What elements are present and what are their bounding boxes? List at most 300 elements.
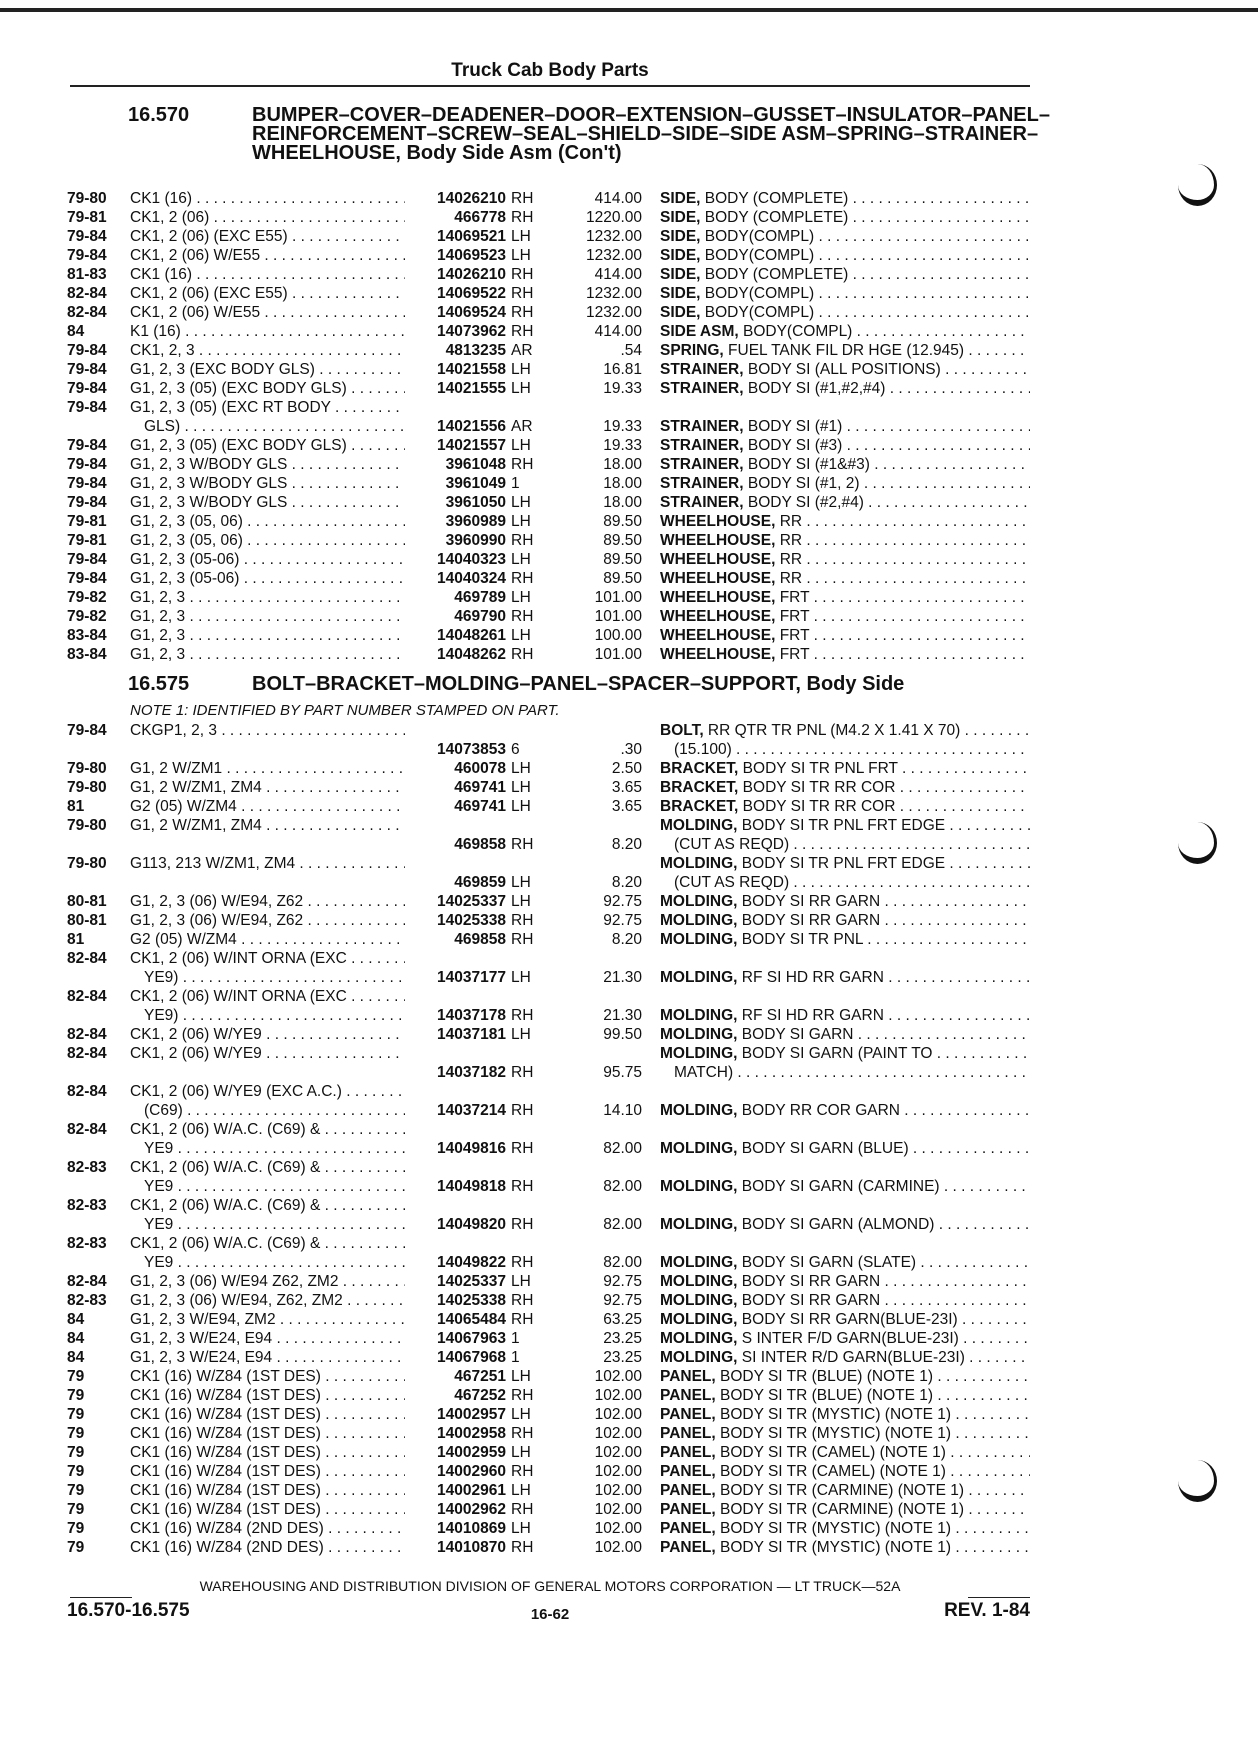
description-line: PANEL, BODY SI TR (BLUE) (NOTE 1) . . . <box>660 1386 1030 1405</box>
table-row <box>0 246 1258 265</box>
model-line: CK1, 2, 3 . . . <box>130 341 405 360</box>
binder-hole-mark <box>1178 822 1217 864</box>
side-quantity: RH <box>511 1254 534 1271</box>
model-line: G1, 2, 3 (05-06) . . . <box>130 550 405 569</box>
side-quantity: LH <box>511 798 531 815</box>
table-row <box>0 854 1258 892</box>
part-name: MOLDING, <box>660 931 738 948</box>
model-line: G1, 2, 3 . . . <box>130 607 405 626</box>
model-years: 79-82 <box>67 608 107 625</box>
table-row <box>0 645 1258 664</box>
part-number: 14069523 <box>437 247 506 264</box>
page-header: Truck Cab Body Parts <box>451 60 649 81</box>
model-line: G2 (05) W/ZM4 . . . <box>130 797 405 816</box>
description-cell <box>660 911 1030 930</box>
model-cell <box>130 1025 405 1044</box>
part-name: PANEL, <box>660 1406 716 1423</box>
table-row <box>0 189 1258 208</box>
part-number: 14069524 <box>437 304 506 321</box>
model-years: 79-81 <box>67 532 107 549</box>
model-line: G2 (05) W/ZM4 . . . <box>130 930 405 949</box>
part-name: STRAINER, <box>660 494 744 511</box>
model-years: 80-81 <box>67 893 107 910</box>
table-row <box>0 721 1258 759</box>
table-row <box>0 1196 1258 1234</box>
footer-section-range: 16.570-16.575 <box>67 1600 190 1621</box>
description-cell <box>660 1291 1030 1310</box>
model-cell <box>130 721 405 740</box>
part-number: 14025337 <box>437 893 506 910</box>
model-cell <box>130 1234 405 1272</box>
model-line: G1, 2 W/ZM1 . . . <box>130 759 405 778</box>
part-name: PANEL, <box>660 1539 716 1556</box>
part-name: WHEELHOUSE, <box>660 532 776 549</box>
list-price: 92.75 <box>603 1273 642 1290</box>
binder-hole-mark <box>1178 1460 1217 1502</box>
list-price: 16.81 <box>603 361 642 378</box>
table-row <box>0 1158 1258 1196</box>
part-number: 14002962 <box>437 1501 506 1518</box>
model-years: 79 <box>67 1387 85 1404</box>
description-line: MOLDING, BODY SI RR GARN . . . <box>660 911 1030 930</box>
model-cell <box>130 797 405 816</box>
model-years: 79-80 <box>67 760 107 777</box>
table-row <box>0 1462 1258 1481</box>
part-name: BRACKET, <box>660 779 739 796</box>
part-name: SIDE, <box>660 209 701 226</box>
model-line: G1, 2, 3 (05) (EXC BODY GLS) . . . <box>130 379 405 398</box>
model-line: CK1, 2 (06) W/A.C. (C69) & . . . <box>130 1158 405 1177</box>
list-price: 92.75 <box>603 893 642 910</box>
table-row <box>0 949 1258 987</box>
model-line: CK1 (16) W/Z84 (1ST DES) . . . <box>130 1500 405 1519</box>
part-number: 3960990 <box>445 532 506 549</box>
table-row <box>0 1500 1258 1519</box>
list-price: 19.33 <box>603 380 642 397</box>
description-line-continued: (15.100) . . . <box>660 740 1030 759</box>
description-line: STRAINER, BODY SI (#1) . . . <box>660 417 1030 436</box>
description-cell <box>660 892 1030 911</box>
model-cell <box>130 284 405 303</box>
model-line-continued: GLS) . . . <box>130 417 405 436</box>
model-line: G1, 2, 3 (05-06) . . . <box>130 569 405 588</box>
model-line-continued: YE9 . . . <box>130 1139 405 1158</box>
description-line: PANEL, BODY SI TR (MYSTIC) (NOTE 1) . . . <box>660 1538 1030 1557</box>
part-name: PANEL, <box>660 1482 716 1499</box>
description-cell <box>660 360 1030 379</box>
side-quantity: LH <box>511 1273 531 1290</box>
part-name: WHEELHOUSE, <box>660 608 776 625</box>
part-number: 14073962 <box>437 323 506 340</box>
part-name: MOLDING, <box>660 1254 738 1271</box>
model-cell <box>130 1462 405 1481</box>
part-number: 14021558 <box>437 361 506 378</box>
description-cell <box>660 607 1030 626</box>
part-number: 469790 <box>454 608 506 625</box>
section-number: 16.570 <box>128 104 190 126</box>
side-quantity: RH <box>511 1007 534 1024</box>
table-row <box>0 303 1258 322</box>
model-line: G1, 2, 3 W/BODY GLS . . . <box>130 474 405 493</box>
description-cell <box>660 930 1030 949</box>
list-price: 18.00 <box>603 475 642 492</box>
description-cell <box>660 1272 1030 1291</box>
side-quantity: RH <box>511 570 534 587</box>
model-years: 84 <box>67 1330 85 1347</box>
part-number: 14037177 <box>437 969 506 986</box>
part-name: STRAINER, <box>660 475 744 492</box>
side-quantity: 1 <box>511 1349 520 1366</box>
description-line-continued: MATCH) . . . <box>660 1063 1030 1082</box>
side-quantity: RH <box>511 1178 534 1195</box>
model-years: 79-84 <box>67 399 107 416</box>
table-row <box>0 626 1258 645</box>
model-cell <box>130 322 405 341</box>
table-row <box>0 1044 1258 1082</box>
description-cell <box>660 455 1030 474</box>
part-number: 14037214 <box>437 1102 506 1119</box>
model-years: 82-83 <box>67 1292 107 1309</box>
description-cell <box>660 436 1030 455</box>
footer-rule <box>70 1597 132 1598</box>
description-cell <box>660 1424 1030 1443</box>
description-line: SIDE, BODY(COMPL) . . . <box>660 284 1030 303</box>
side-quantity: RH <box>511 266 534 283</box>
description-cell <box>660 1310 1030 1329</box>
model-years: 81 <box>67 931 85 948</box>
list-price: 95.75 <box>603 1064 642 1081</box>
model-years: 80-81 <box>67 912 107 929</box>
side-quantity: LH <box>511 874 531 891</box>
description-line: PANEL, BODY SI TR (BLUE) (NOTE 1) . . . <box>660 1367 1030 1386</box>
part-number: 14010870 <box>437 1539 506 1556</box>
table-row <box>0 1481 1258 1500</box>
side-quantity: RH <box>511 1140 534 1157</box>
model-line: G113, 213 W/ZM1, ZM4 . . . <box>130 854 405 873</box>
side-quantity: LH <box>511 779 531 796</box>
part-name: STRAINER, <box>660 418 744 435</box>
part-name: MOLDING, <box>660 1273 738 1290</box>
model-line: G1, 2, 3 (06) W/E94, Z62 . . . <box>130 892 405 911</box>
description-cell <box>660 778 1030 797</box>
list-price: 2.50 <box>611 760 642 777</box>
part-number: 14073853 <box>437 741 506 758</box>
side-quantity: LH <box>511 437 531 454</box>
description-line: WHEELHOUSE, RR . . . <box>660 512 1030 531</box>
description-line: SIDE, BODY (COMPLETE) . . . <box>660 189 1030 208</box>
model-cell <box>130 645 405 664</box>
model-years: 79-84 <box>67 342 107 359</box>
part-number: 469741 <box>454 798 506 815</box>
model-line: CK1, 2 (06) W/YE9 (EXC A.C.) . . . <box>130 1082 405 1101</box>
description-line: MOLDING, BODY RR COR GARN . . . <box>660 1101 1030 1120</box>
model-cell <box>130 341 405 360</box>
model-cell <box>130 208 405 227</box>
table-row <box>0 398 1258 436</box>
list-price: 8.20 <box>611 931 642 948</box>
side-quantity: LH <box>511 1368 531 1385</box>
model-line: G1, 2, 3 . . . <box>130 588 405 607</box>
description-line: MOLDING, BODY SI TR PNL FRT EDGE . . . <box>660 816 1030 835</box>
list-price: 92.75 <box>603 912 642 929</box>
model-line: CK1, 2 (06) W/A.C. (C69) & . . . <box>130 1120 405 1139</box>
table-row <box>0 569 1258 588</box>
part-number: 469858 <box>454 931 506 948</box>
description-line: WHEELHOUSE, FRT . . . <box>660 645 1030 664</box>
model-line: CKGP1, 2, 3 . . . <box>130 721 405 740</box>
part-name: MOLDING, <box>660 817 738 834</box>
list-price: 82.00 <box>603 1254 642 1271</box>
part-number: 14002961 <box>437 1482 506 1499</box>
model-years: 79-84 <box>67 437 107 454</box>
part-number: 14048261 <box>437 627 506 644</box>
description-line: PANEL, BODY SI TR (CAMEL) (NOTE 1) . . . <box>660 1443 1030 1462</box>
table-row <box>0 1405 1258 1424</box>
part-name: PANEL, <box>660 1501 716 1518</box>
description-line: WHEELHOUSE, RR . . . <box>660 569 1030 588</box>
part-name: WHEELHOUSE, <box>660 627 776 644</box>
list-price: 1220.00 <box>585 209 642 226</box>
part-name: SIDE, <box>660 285 701 302</box>
table-row <box>0 341 1258 360</box>
model-line: G1, 2, 3 (EXC BODY GLS) . . . <box>130 360 405 379</box>
model-line: G1, 2, 3 (05) (EXC RT BODY . . . <box>130 398 405 417</box>
description-cell <box>660 759 1030 778</box>
side-quantity: LH <box>511 1406 531 1423</box>
description-line: STRAINER, BODY SI (#1,#2,#4) . . . <box>660 379 1030 398</box>
part-name: MOLDING, <box>660 855 738 872</box>
part-number: 4813235 <box>445 342 506 359</box>
model-line: CK1, 2 (06) (EXC E55) . . . <box>130 284 405 303</box>
part-name: PANEL, <box>660 1463 716 1480</box>
description-cell <box>660 1405 1030 1424</box>
list-price: 414.00 <box>594 323 642 340</box>
list-price: 82.00 <box>603 1216 642 1233</box>
side-quantity: LH <box>511 760 531 777</box>
model-years: 79-84 <box>67 361 107 378</box>
model-cell <box>130 1500 405 1519</box>
model-years: 79-81 <box>67 513 107 530</box>
footer-publisher: WAREHOUSING AND DISTRIBUTION DIVISION OF GENERAL MOTORS CORPORATION — LT TRUCK—52A <box>199 1578 901 1594</box>
list-price: 19.33 <box>603 418 642 435</box>
side-quantity: RH <box>511 190 534 207</box>
model-years: 79 <box>67 1368 85 1385</box>
model-years: 79-80 <box>67 855 107 872</box>
description-line: SIDE, BODY (COMPLETE) . . . <box>660 208 1030 227</box>
description-line: MOLDING, SI INTER R/D GARN(BLUE-23I) . . . <box>660 1348 1030 1367</box>
description-line: SPRING, FUEL TANK FIL DR HGE (12.945) . . . <box>660 341 1030 360</box>
list-price: 1232.00 <box>585 304 642 321</box>
part-number: 14037181 <box>437 1026 506 1043</box>
model-years: 79 <box>67 1406 85 1423</box>
section-number: 16.575 <box>128 673 190 695</box>
list-price: 99.50 <box>603 1026 642 1043</box>
list-price: 102.00 <box>594 1520 642 1537</box>
parts-list <box>0 189 1258 664</box>
model-years: 82-84 <box>67 950 107 967</box>
model-years: 79-84 <box>67 722 107 739</box>
description-line: MOLDING, BODY SI GARN (BLUE) . . . <box>660 1139 1030 1158</box>
model-years: 82-84 <box>67 1026 107 1043</box>
part-name: BRACKET, <box>660 760 739 777</box>
part-name: MOLDING, <box>660 912 738 929</box>
list-price: 101.00 <box>594 608 642 625</box>
part-number: 14069522 <box>437 285 506 302</box>
side-quantity: AR <box>511 418 533 435</box>
part-name: MOLDING, <box>660 969 738 986</box>
table-row <box>0 1424 1258 1443</box>
table-row <box>0 1443 1258 1462</box>
table-row <box>0 360 1258 379</box>
model-years: 82-83 <box>67 1197 107 1214</box>
part-name: PANEL, <box>660 1520 716 1537</box>
model-line: CK1, 2 (06) . . . <box>130 208 405 227</box>
model-line: CK1, 2 (06) W/INT ORNA (EXC . . . <box>130 949 405 968</box>
model-cell <box>130 436 405 455</box>
model-line: G1, 2, 3 W/E94, ZM2 . . . <box>130 1310 405 1329</box>
side-quantity: RH <box>511 285 534 302</box>
description-cell <box>660 645 1030 664</box>
list-price: 1232.00 <box>585 247 642 264</box>
part-number: 14049822 <box>437 1254 506 1271</box>
description-cell <box>660 1538 1030 1557</box>
description-line: WHEELHOUSE, FRT . . . <box>660 626 1030 645</box>
part-name: PANEL, <box>660 1387 716 1404</box>
side-quantity: LH <box>511 1520 531 1537</box>
model-line: CK1 (16) W/Z84 (2ND DES) . . . <box>130 1538 405 1557</box>
description-line: MOLDING, BODY SI GARN (ALMOND) . . . <box>660 1215 1030 1234</box>
table-row <box>0 474 1258 493</box>
part-name: SIDE ASM, <box>660 323 739 340</box>
side-quantity: LH <box>511 361 531 378</box>
model-cell <box>130 930 405 949</box>
part-number: 14065484 <box>437 1311 506 1328</box>
model-cell <box>130 1196 405 1234</box>
part-number: 14021557 <box>437 437 506 454</box>
description-line: BOLT, RR QTR TR PNL (M4.2 X 1.41 X 70) . . . <box>660 721 1030 740</box>
part-number: 14025338 <box>437 1292 506 1309</box>
description-cell <box>660 227 1030 246</box>
description-line: BRACKET, BODY SI TR RR COR . . . <box>660 797 1030 816</box>
table-row <box>0 208 1258 227</box>
part-name: STRAINER, <box>660 437 744 454</box>
model-years: 82-84 <box>67 988 107 1005</box>
table-row <box>0 987 1258 1025</box>
table-row <box>0 778 1258 797</box>
description-line: STRAINER, BODY SI (#2,#4) . . . <box>660 493 1030 512</box>
side-quantity: RH <box>511 1216 534 1233</box>
side-quantity: RH <box>511 532 534 549</box>
model-cell <box>130 265 405 284</box>
model-cell <box>130 1519 405 1538</box>
list-price: 23.25 <box>603 1349 642 1366</box>
description-cell <box>660 208 1030 227</box>
model-line: CK1 (16) W/Z84 (1ST DES) . . . <box>130 1481 405 1500</box>
table-row <box>0 1367 1258 1386</box>
model-line-continued: (C69) . . . <box>130 1101 405 1120</box>
description-line: WHEELHOUSE, FRT . . . <box>660 607 1030 626</box>
model-cell <box>130 1424 405 1443</box>
description-line: STRAINER, BODY SI (#3) . . . <box>660 436 1030 455</box>
description-cell <box>660 1044 1030 1082</box>
table-row <box>0 531 1258 550</box>
description-cell <box>660 1443 1030 1462</box>
table-row <box>0 1082 1258 1120</box>
part-name: WHEELHOUSE, <box>660 589 776 606</box>
list-price: 102.00 <box>594 1425 642 1442</box>
model-line: CK1 (16) W/Z84 (1ST DES) . . . <box>130 1462 405 1481</box>
part-number: 467252 <box>454 1387 506 1404</box>
part-name: WHEELHOUSE, <box>660 513 776 530</box>
model-years: 79 <box>67 1425 85 1442</box>
model-line: CK1, 2 (06) W/E55 . . . <box>130 303 405 322</box>
model-line: CK1 (16) W/Z84 (2ND DES) . . . <box>130 1519 405 1538</box>
table-row <box>0 759 1258 778</box>
model-cell <box>130 398 405 436</box>
model-cell <box>130 892 405 911</box>
description-cell <box>660 626 1030 645</box>
part-name: MOLDING, <box>660 1045 738 1062</box>
model-line: G1, 2, 3 W/BODY GLS . . . <box>130 493 405 512</box>
description-line: WHEELHOUSE, RR . . . <box>660 531 1030 550</box>
model-cell <box>130 303 405 322</box>
footer-page-number: 16-62 <box>530 1606 570 1623</box>
model-line: CK1, 2 (06) W/A.C. (C69) & . . . <box>130 1234 405 1253</box>
description-line: SIDE, BODY(COMPL) . . . <box>660 303 1030 322</box>
parts-list <box>0 721 1258 1557</box>
part-name: MOLDING, <box>660 1216 738 1233</box>
model-years: 79 <box>67 1482 85 1499</box>
description-line: MOLDING, S INTER F/D GARN(BLUE-23I) . . . <box>660 1329 1030 1348</box>
model-cell <box>130 455 405 474</box>
list-price: 102.00 <box>594 1501 642 1518</box>
model-cell <box>130 1443 405 1462</box>
list-price: 102.00 <box>594 1387 642 1404</box>
list-price: 21.30 <box>603 1007 642 1024</box>
side-quantity: RH <box>511 931 534 948</box>
part-name: SIDE, <box>660 304 701 321</box>
binder-hole-mark <box>1178 164 1217 206</box>
part-number: 14002960 <box>437 1463 506 1480</box>
side-quantity: RH <box>511 304 534 321</box>
model-cell <box>130 1386 405 1405</box>
side-quantity: 1 <box>511 475 520 492</box>
table-row <box>0 1272 1258 1291</box>
side-quantity: LH <box>511 1482 531 1499</box>
model-years: 79-84 <box>67 380 107 397</box>
model-years: 84 <box>67 1349 85 1366</box>
model-line: CK1, 2 (06) W/A.C. (C69) & . . . <box>130 1196 405 1215</box>
model-years: 79-84 <box>67 456 107 473</box>
part-number: 3961048 <box>445 456 506 473</box>
model-line-continued: YE9 . . . <box>130 1177 405 1196</box>
side-quantity: LH <box>511 969 531 986</box>
footer-rule <box>968 1597 1030 1598</box>
table-row <box>0 892 1258 911</box>
part-number: 14037178 <box>437 1007 506 1024</box>
part-name: MOLDING, <box>660 1026 738 1043</box>
part-number: 3961050 <box>445 494 506 511</box>
description-cell <box>660 284 1030 303</box>
side-quantity: RH <box>511 1501 534 1518</box>
description-cell <box>660 1367 1030 1386</box>
part-name: MOLDING, <box>660 1311 738 1328</box>
model-line-continued: YE9 . . . <box>130 1253 405 1272</box>
side-quantity: RH <box>511 912 534 929</box>
model-years: 79 <box>67 1444 85 1461</box>
model-years: 82-84 <box>67 1083 107 1100</box>
description-cell <box>660 1215 1030 1234</box>
